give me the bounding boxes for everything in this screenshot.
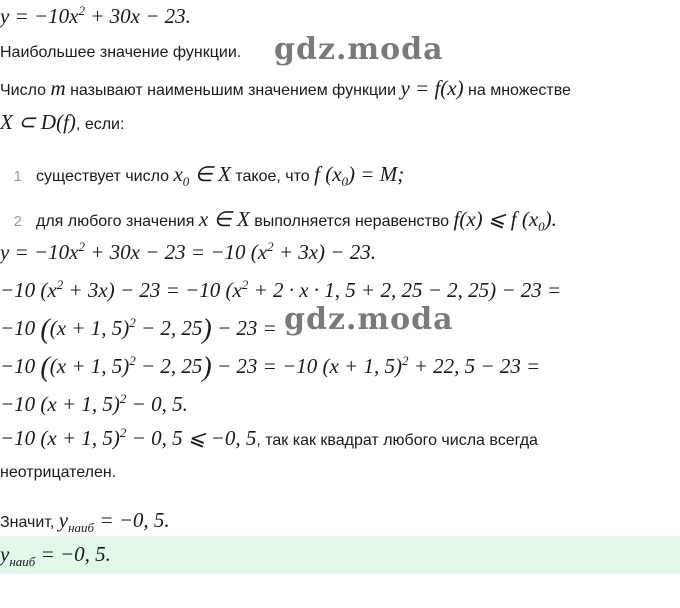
list-math-2: f $(x_0) = M$;	[314, 162, 405, 190]
list-math: $x_0$ ∈ X	[173, 162, 231, 190]
def-suffix: на множестве	[463, 82, 571, 99]
step-6-math: −10 (x + 1, 5)$^2$ − 0, 5 ⩽ −0, 5	[0, 425, 257, 450]
list-text: существует число	[36, 168, 170, 185]
conclusion-text: Значит,	[0, 514, 59, 531]
step-1: $y = -10x^2 + 30x - 23 = -10$ $(x^2 + 3x) - 23$.	[0, 239, 376, 264]
step-5: −10 (x + 1, 5)$^2$ − 0, 5.	[0, 391, 188, 416]
def-var-m: m	[50, 76, 66, 100]
answer-math: $y_{наиб} = -0$, 5.	[0, 542, 111, 570]
list-item	[0, 162, 405, 190]
conclusion	[0, 508, 170, 536]
watermark-logo: gdz.moda	[274, 32, 444, 67]
def-mid: называют наименьшим значением функции	[65, 82, 401, 99]
step-2: −10 $(x^2 + 3x) - 23 = -10$ ($x^2 + 2 \cdot x \cdot 1$, 5 + 2, 25 − 2, 25) − 23 =	[0, 277, 562, 302]
definition-line-1	[0, 76, 571, 101]
def-set: X ⊂ D(f)	[0, 110, 76, 134]
conclusion-math: $y_{наиб} = -0$, 5.	[58, 508, 170, 536]
list-math-2: f(x) ⩽ f $(x_0)$.	[453, 207, 557, 235]
step-6	[0, 426, 538, 451]
step-4: −10 ((x + 1, 5)$^2$ − 2, 25) − 23 = −10 (x + 1, 5)$^2$ + 22, 5 − 23 =	[0, 352, 541, 384]
list-number: 2	[13, 213, 22, 230]
def-tail: , если:	[75, 116, 125, 133]
list-item	[0, 207, 557, 235]
list-text-2: выполняется неравенство	[254, 213, 450, 230]
list-math: x ∈ X	[198, 207, 250, 231]
heading-max-value: Наибольшее значение функции.	[0, 44, 242, 61]
step-3: −10 ((x + 1, 5)$^2$ − 2, 25) − 23 =	[0, 314, 277, 346]
list-text: для любого значения	[36, 213, 195, 230]
list-text-2: такое, что	[235, 168, 310, 185]
def-prefix: Число	[0, 82, 51, 99]
list-number: 1	[13, 168, 22, 185]
reason-text-1: , так как квадрат любого числа всегда	[256, 432, 538, 449]
def-func: y = f(x)	[400, 76, 464, 100]
formula-function: $y = -10x^2 + 30x - 23$.	[0, 3, 191, 28]
watermark-logo: gdz.moda	[284, 302, 454, 337]
reason-text-2: неотрицателен.	[0, 464, 117, 481]
definition-line-2	[0, 110, 124, 135]
